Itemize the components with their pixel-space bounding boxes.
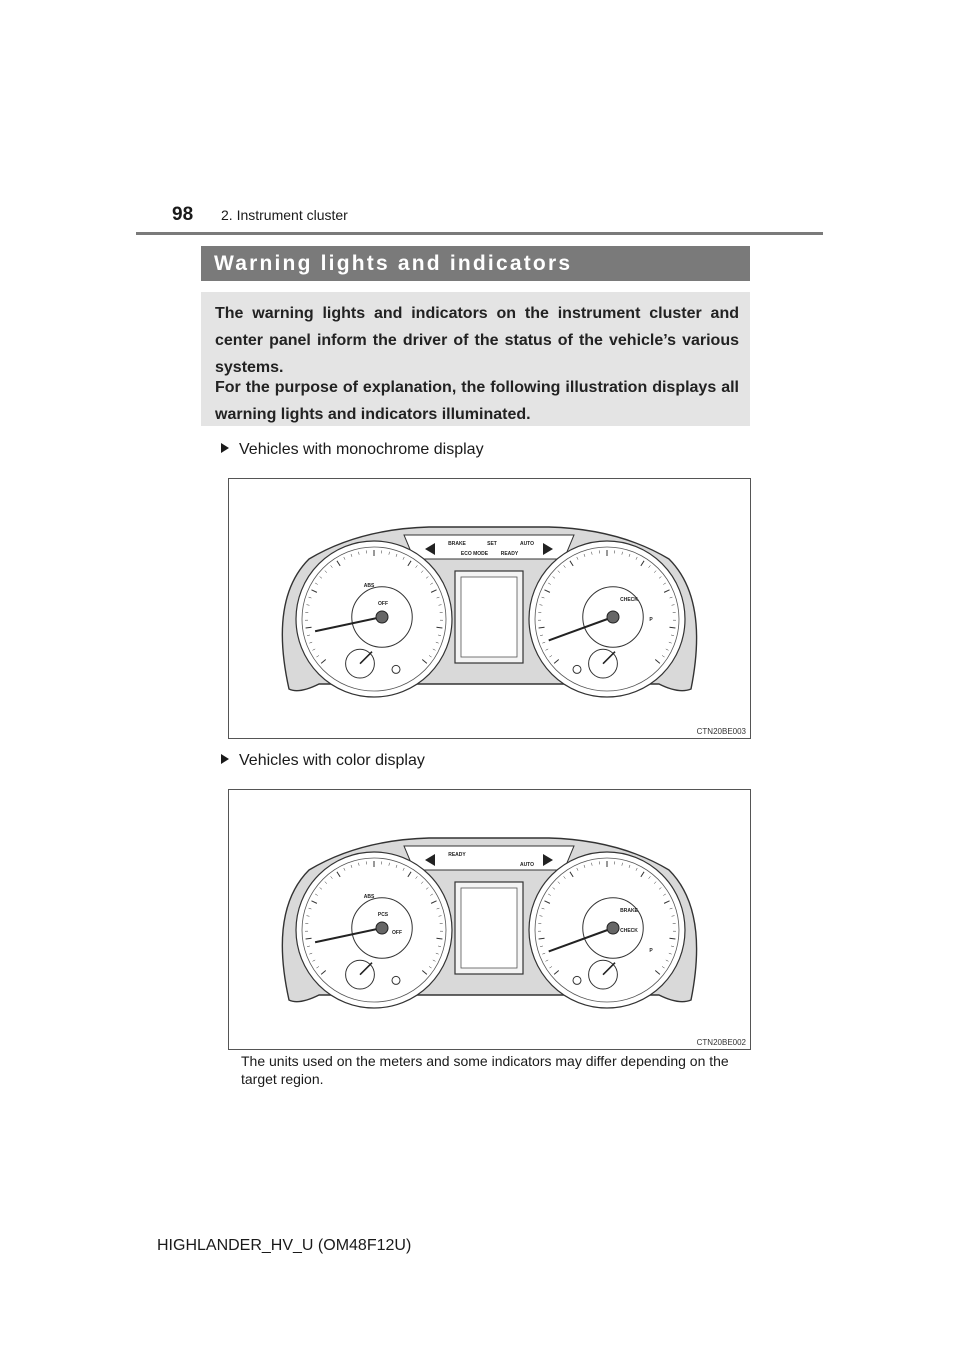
figure-caption-monochrome xyxy=(221,441,484,459)
indicator-label-eco-mode: ECO MODE xyxy=(460,551,489,557)
indicator-label-auto: AUTO xyxy=(519,862,535,868)
indicator-label-brake: BRAKE xyxy=(620,908,638,914)
instrument-cluster-illustration xyxy=(229,790,750,1049)
instrument-cluster-illustration xyxy=(229,479,750,738)
figure-monochrome-cluster xyxy=(228,478,751,739)
indicator-label-abs: ABS xyxy=(363,894,375,900)
figure-caption-color xyxy=(221,752,425,770)
display-screen xyxy=(461,577,517,657)
indicator-label-check: CHECK xyxy=(620,928,638,934)
indicator-label-p: P xyxy=(649,948,653,954)
figure-code: CTN20BE002 xyxy=(696,1038,746,1047)
display-screen xyxy=(461,888,517,968)
indicator-label-pcs: PCS xyxy=(377,912,389,918)
indicator-label-check: CHECK xyxy=(620,597,638,603)
indicator-label-ready: READY xyxy=(448,852,466,858)
indicator-label-off: OFF xyxy=(392,930,402,936)
chapter-title: 2. Instrument cluster xyxy=(221,207,348,223)
indicator-label-brake: BRAKE xyxy=(448,541,466,547)
indicator-label-set: SET xyxy=(487,541,497,547)
needle-hub xyxy=(607,922,619,934)
note-text: The units used on the meters and some indicators may differ depending on the target region. xyxy=(241,1053,729,1087)
caption-text: Vehicles with color display xyxy=(239,752,425,769)
indicator-label-off: OFF xyxy=(378,601,388,607)
bullet-arrow-icon xyxy=(221,443,229,453)
page-number: 98 xyxy=(172,204,194,225)
intro-paragraph-2: For the purpose of explanation, the following illustration displays all warning lights and indicators illuminated. xyxy=(215,379,739,423)
indicator-label-p: P xyxy=(649,617,653,623)
needle-hub xyxy=(607,611,619,623)
footer-model: HIGHLANDER_HV_U (OM48F12U) xyxy=(157,1237,412,1254)
indicator-label-ready: READY xyxy=(500,551,519,557)
caption-text: Vehicles with monochrome display xyxy=(239,441,484,458)
indicator-label-abs: ABS xyxy=(363,583,375,589)
figure-color-cluster xyxy=(228,789,751,1050)
header-rule xyxy=(136,232,823,235)
needle-hub xyxy=(376,611,388,623)
section-title: Warning lights and indicators xyxy=(214,252,573,275)
indicator-label-auto: AUTO xyxy=(519,541,535,547)
intro-paragraph-1: The warning lights and indicators on the instrument cluster and center panel inform the driver of the status of the vehicle’s various systems. xyxy=(215,305,739,376)
figure-code: CTN20BE003 xyxy=(696,727,746,736)
needle-hub xyxy=(376,922,388,934)
bullet-arrow-icon xyxy=(221,754,229,764)
